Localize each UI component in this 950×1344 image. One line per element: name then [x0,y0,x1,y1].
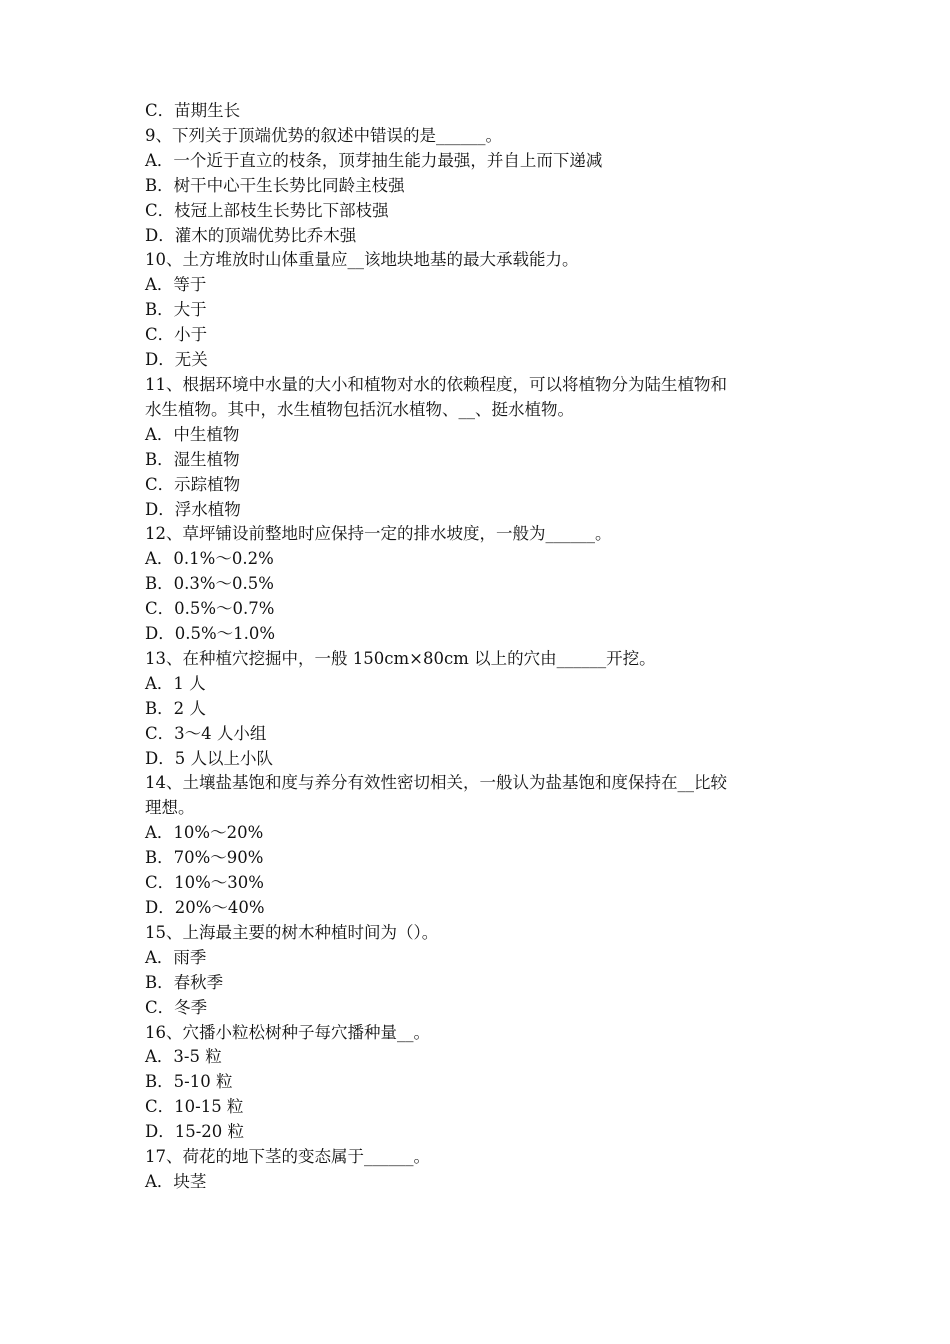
option-line: B．5-10 粒 [145,1072,233,1092]
option-line: A．块茎 [145,1171,207,1191]
option-line: A．一个近于直立的枝条，顶芽抽生能力最强，并自上而下递减 [145,150,603,170]
option-line: A．0.1%～0.2% [145,549,274,569]
question-line: 9、下列关于顶端优势的叙述中错误的是______。 [145,125,502,145]
option-line: C．3～4 人小组 [145,723,267,743]
option-line: C．苗期生长 [145,101,241,120]
option-line: B．湿生植物 [145,449,240,469]
option-line: C．冬季 [145,997,208,1017]
option-line: C．10-15 粒 [145,1097,244,1117]
option-line: A．中生植物 [145,424,240,444]
option-line: C．小于 [145,325,208,345]
question-line: 理想。 [145,798,195,818]
option-line: D．15-20 粒 [145,1122,245,1142]
option-line: D．20%～40% [145,898,265,917]
question-line: 13、在种植穴挖掘中，一般 150cm×80cm 以上的穴由______开挖。 [145,648,656,668]
option-line: B．春秋季 [145,972,224,992]
option-line: C．0.5%～0.7% [145,599,275,619]
question-line: 10、土方堆放时山体重量应__该地块地基的最大承载能力。 [145,250,579,270]
option-line: B．70%～90% [145,848,264,868]
option-line: A．3-5 粒 [145,1047,222,1067]
option-line: C．示踪植物 [145,474,241,494]
option-line: D．无关 [145,350,208,370]
question-line: 12、草坪铺设前整地时应保持一定的排水坡度，一般为______。 [145,524,612,544]
option-line: C．枝冠上部枝生长势比下部枝强 [145,200,389,220]
option-line: B．0.3%～0.5% [145,574,274,594]
option-line: B．大于 [145,300,207,320]
question-line: 16、穴播小粒松树种子每穴播种量__。 [145,1022,430,1042]
document-body [145,99,815,1195]
option-line: A．10%～20% [145,823,264,843]
option-line: D．0.5%～1.0% [145,624,276,644]
option-line: A．1 人 [145,673,206,693]
option-line: C．10%～30% [145,873,264,893]
option-line: B．2 人 [145,698,206,718]
option-line: D．灌木的顶端优势比乔木强 [145,225,357,245]
option-line: D．5 人以上小队 [145,748,273,768]
question-line: 11、根据环境中水量的大小和植物对水的依赖程度，可以将植物分为陆生植物和 [145,374,727,394]
option-line: D．浮水植物 [145,499,241,519]
question-line: 水生植物。其中，水生植物包括沉水植物、__、挺水植物。 [145,399,574,419]
question-line: 17、荷花的地下茎的变态属于______。 [145,1147,430,1167]
option-line: A．雨季 [145,947,207,967]
option-line: A．等于 [145,275,207,295]
option-line: B．树干中心干生长势比同龄主枝强 [145,175,405,195]
question-line: 14、土壤盐基饱和度与养分有效性密切相关，一般认为盐基饱和度保持在__比较 [145,773,727,793]
question-line: 15、上海最主要的树木种植时间为（）。 [145,922,439,942]
